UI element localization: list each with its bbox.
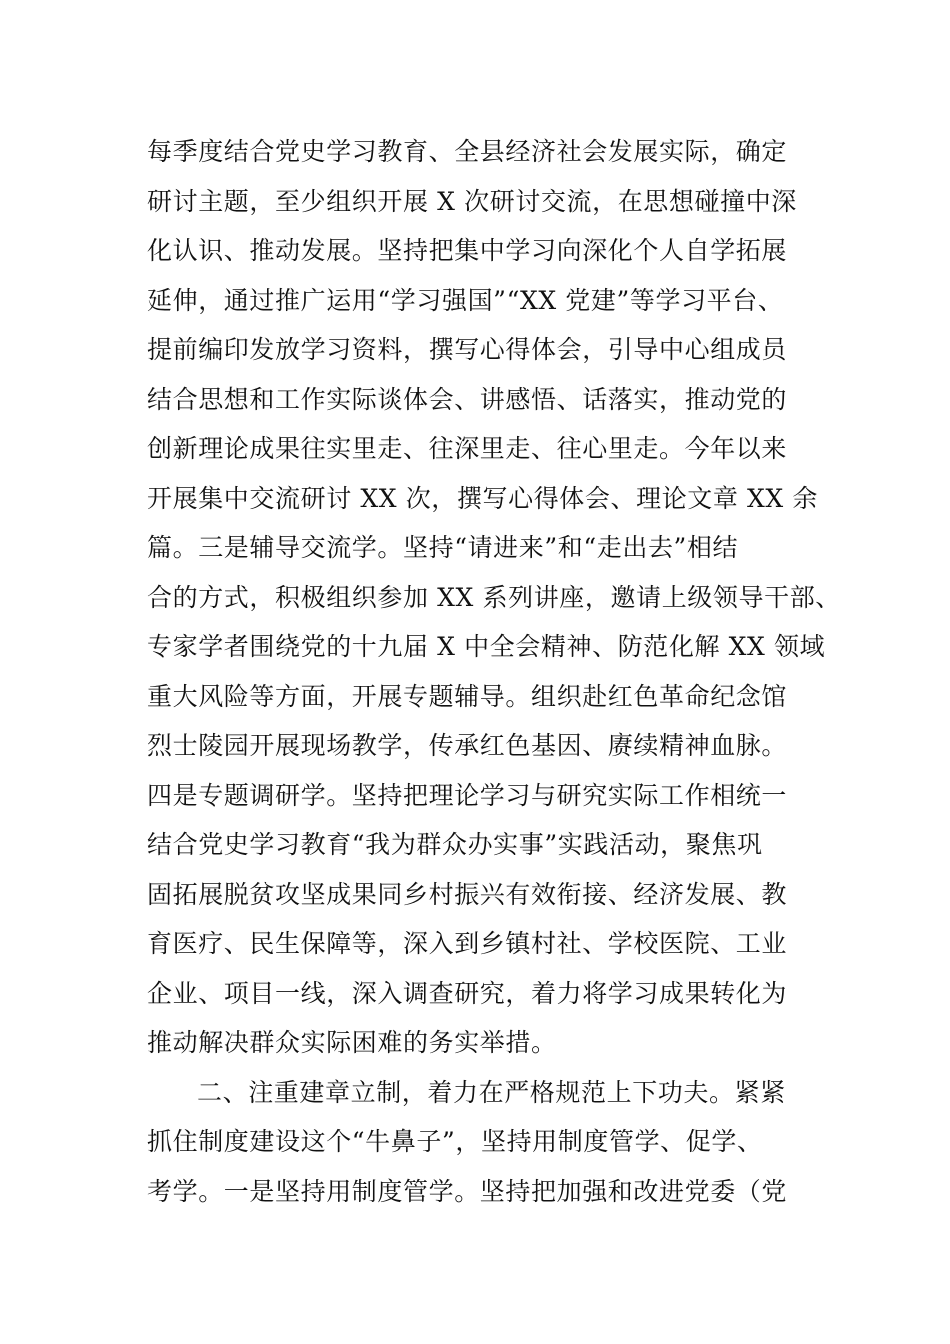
text-line: 育医疗、民生保障等，深入到乡镇村社、学校医院、工业 — [147, 929, 788, 958]
text-line: 推动解决群众实际困难的务实举措。 — [147, 1028, 557, 1057]
text-line: 结合思想和工作实际谈体会、讲感悟、话落实，推动党的 — [147, 384, 788, 414]
text-line: 烈士陵园开展现场教学，传承红色基因、赓续精神血脉。 — [147, 731, 788, 760]
text-line: 结合党史学习教育“我为群众办实事”实践活动，聚焦巩 — [147, 830, 763, 859]
text-line: 考学。一是坚持用制度管学。坚持把加强和改进党委（党 — [147, 1176, 788, 1206]
text-line: 专家学者围绕党的十九届 X 中全会精神、防范化解 XX 领域 — [147, 632, 826, 661]
text-line: 篇。三是辅导交流学。坚持“请进来”和“走出去”相结 — [147, 533, 739, 562]
text-line: 开展集中交流研讨 XX 次，撰写心得体会、理论文章 XX 余 — [147, 483, 818, 513]
text-line: 提前编印发放学习资料，撰写心得体会，引导中心组成员 — [147, 335, 788, 364]
text-line: 四是专题调研学。坚持把理论学习与研究实际工作相统一 — [147, 780, 788, 810]
text-line: 固拓展脱贫攻坚成果同乡村振兴有效衔接、经济发展、教 — [147, 879, 788, 909]
text-line: 创新理论成果往实里走、往深里走、往心里走。今年以来 — [147, 434, 788, 463]
section-heading-line: 二、注重建章立制，着力在严格规范上下功夫。紧紧 — [197, 1077, 786, 1107]
document-body — [147, 127, 841, 1216]
text-line: 企业、项目一线，深入调查研究，着力将学习成果转化为 — [147, 978, 788, 1008]
text-line: 合的方式，积极组织参加 XX 系列讲座，邀请上级领导干部、 — [147, 582, 841, 612]
text-line: 每季度结合党史学习教育、全县经济社会发展实际，确定 — [147, 137, 788, 166]
text-line: 化认识、推动发展。坚持把集中学习向深化个人自学拓展 — [147, 236, 788, 265]
text-line: 延伸，通过推广运用“学习强国”“XX 党建”等学习平台、 — [147, 285, 784, 315]
text-line: 重大风险等方面，开展专题辅导。组织赴红色革命纪念馆 — [147, 681, 788, 711]
text-line: 抓住制度建设这个“牛鼻子”，坚持用制度管学、促学、 — [147, 1127, 763, 1156]
text-line: 研讨主题，至少组织开展 X 次研讨交流，在思想碰撞中深 — [147, 186, 797, 216]
